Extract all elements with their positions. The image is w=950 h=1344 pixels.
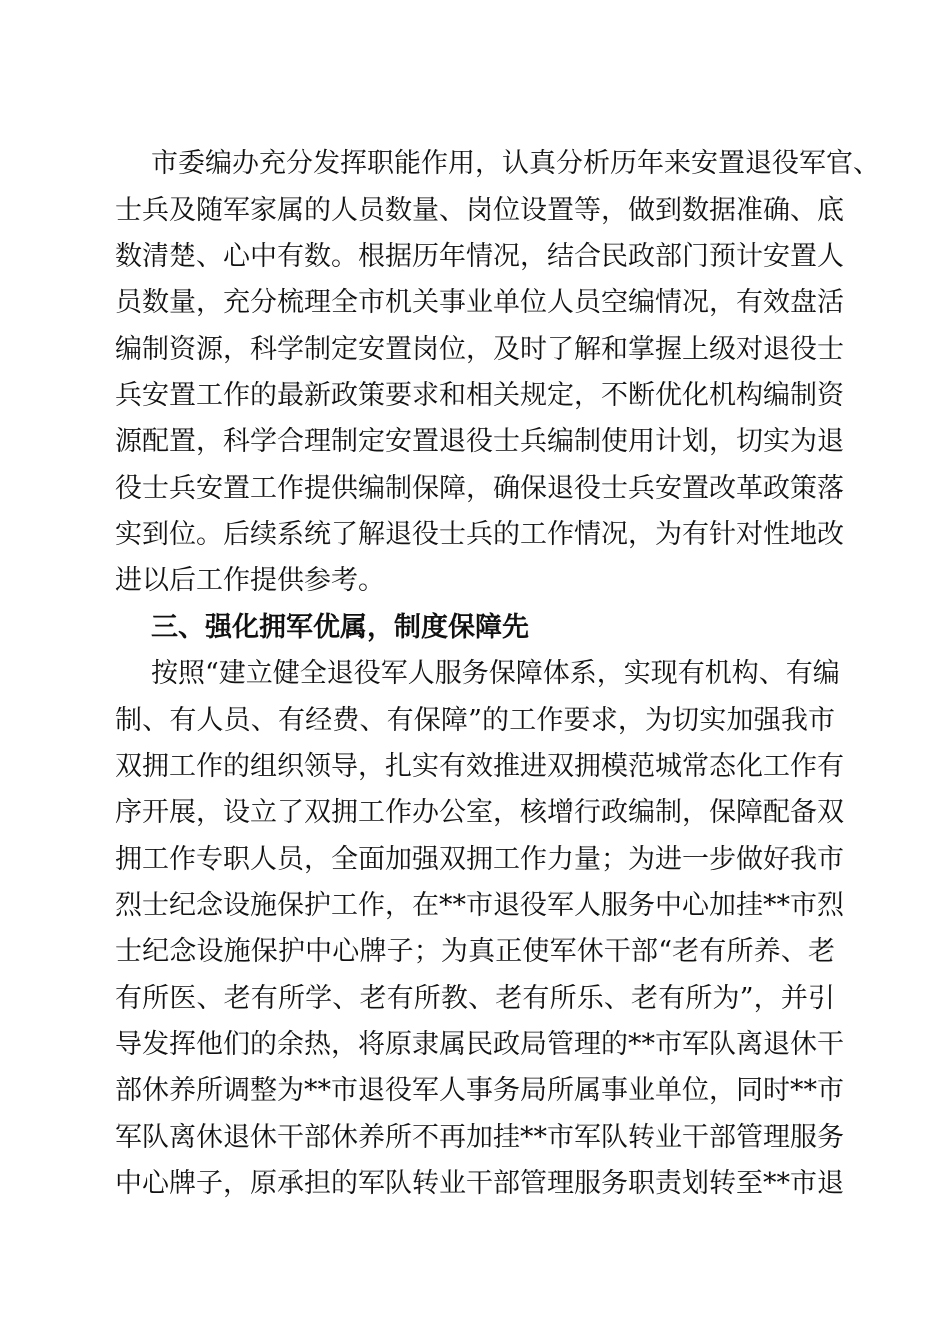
paragraph-line: 军队离休退休干部休养所不再加挂**市军队转业干部管理服务: [115, 1122, 844, 1153]
section-heading: 三、强化拥军优属，制度保障先: [151, 612, 529, 643]
paragraph-line: 拥工作专职人员，全面加强双拥工作力量；为进一步做好我市: [115, 844, 844, 875]
paragraph-line: 中心牌子，原承担的军队转业干部管理服务职责划转至**市退: [115, 1168, 844, 1199]
paragraph-line: 导发挥他们的余热，将原隶属民政局管理的**市军队离退休干: [115, 1029, 844, 1060]
paragraph-line: 源配置，科学合理制定安置退役士兵编制使用计划，切实为退: [115, 426, 844, 457]
paragraph-line: 市委编办充分发挥职能作用，认真分析历年来安置退役军官、: [151, 148, 880, 179]
paragraph-line: 部休养所调整为**市退役军人事务局所属事业单位，同时**市: [115, 1075, 844, 1106]
paragraph-line: 有所医、老有所学、老有所教、老有所乐、老有所为”，并引: [115, 983, 835, 1014]
paragraph-line: 进以后工作提供参考。: [115, 565, 385, 596]
paragraph-line: 编制资源，科学制定安置岗位，及时了解和掌握上级对退役士: [115, 334, 844, 365]
paragraph-line: 序开展，设立了双拥工作办公室，核增行政编制，保障配备双: [115, 797, 844, 828]
paragraph-line: 员数量，充分梳理全市机关事业单位人员空编情况，有效盘活: [115, 287, 844, 318]
paragraph-line: 兵安置工作的最新政策要求和相关规定，不断优化机构编制资: [115, 380, 844, 411]
paragraph-line: 制、有人员、有经费、有保障”的工作要求，为切实加强我市: [115, 705, 835, 736]
paragraph-line: 实到位。后续系统了解退役士兵的工作情况，为有针对性地改: [115, 519, 844, 550]
paragraph-line: 烈士纪念设施保护工作，在**市退役军人服务中心加挂**市烈: [115, 890, 844, 921]
paragraph-line: 士纪念设施保护中心牌子；为真正使军休干部“老有所养、老: [115, 936, 835, 967]
paragraph-line: 按照“建立健全退役军人服务保障体系，实现有机构、有编: [151, 658, 840, 689]
paragraph-line: 数清楚、心中有数。根据历年情况，结合民政部门预计安置人: [115, 241, 844, 272]
paragraph-line: 士兵及随军家属的人员数量、岗位设置等，做到数据准确、底: [115, 195, 844, 226]
paragraph-line: 役士兵安置工作提供编制保障，确保退役士兵安置改革政策落: [115, 473, 844, 504]
paragraph-line: 双拥工作的组织领导，扎实有效推进双拥模范城常态化工作有: [115, 751, 844, 782]
